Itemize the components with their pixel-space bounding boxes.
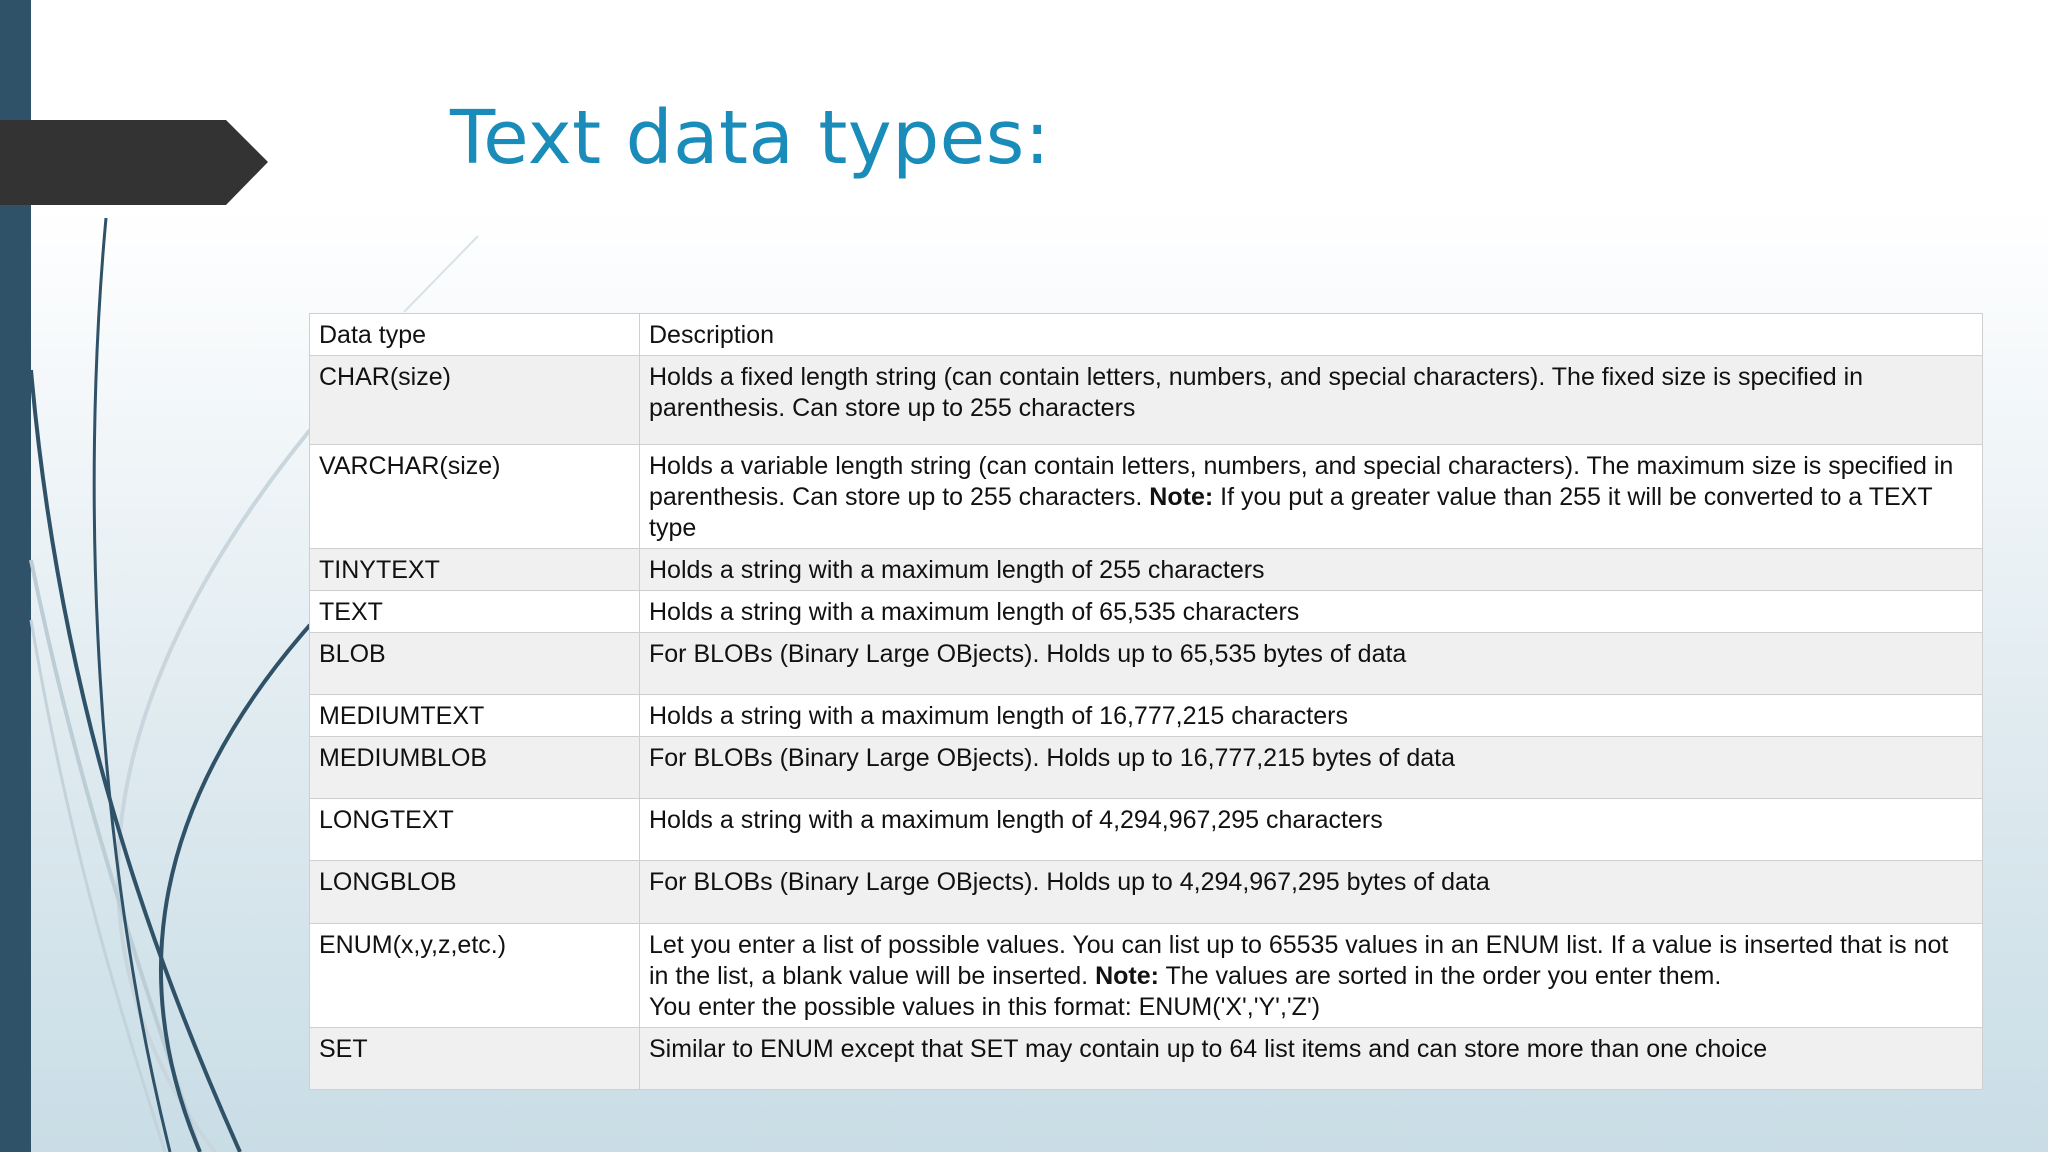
cell-type: MEDIUMTEXT [310, 695, 640, 737]
cell-type: VARCHAR(size) [310, 445, 640, 549]
slide-title: Text data types: [450, 95, 1051, 181]
cell-type: SET [310, 1028, 640, 1090]
table-row [310, 695, 1983, 737]
decor-curve-light-1 [118, 430, 310, 1152]
cell-description: Similar to ENUM except that SET may contain up to 64 list items and can store more than one choice [640, 1028, 1983, 1090]
description-text: If you put a greater value than 255 it will be converted to a TEXT type [649, 483, 1933, 542]
table-row [310, 737, 1983, 799]
table-row [310, 799, 1983, 861]
cell-description: Holds a string with a maximum length of 65,535 characters [640, 591, 1983, 633]
cell-description: Holds a string with a maximum length of 4,294,967,295 characters [640, 799, 1983, 861]
cell-type: MEDIUMBLOB [310, 737, 640, 799]
cell-description: Holds a fixed length string (can contain letters, numbers, and special characters). The fixed size is specified in parenthesis. Can store up to 255 characters [640, 356, 1983, 445]
decor-curve-light-3 [31, 620, 165, 1152]
cell-type: ENUM(x,y,z,etc.) [310, 924, 640, 1028]
table-row [310, 591, 1983, 633]
table-row [310, 445, 1983, 549]
cell-description: For BLOBs (Binary Large OBjects). Holds up to 4,294,967,295 bytes of data [640, 861, 1983, 924]
decor-curve-dark-1 [94, 218, 170, 1152]
cell-description [640, 445, 1983, 549]
cell-type: TINYTEXT [310, 549, 640, 591]
data-types-table [309, 313, 1983, 1090]
cell-type: TEXT [310, 591, 640, 633]
header-description: Description [640, 314, 1983, 356]
decor-curve-dark-3 [161, 625, 310, 1152]
cell-type: LONGTEXT [310, 799, 640, 861]
table-row [310, 1028, 1983, 1090]
table-row [310, 549, 1983, 591]
cell-description: Holds a string with a maximum length of 255 characters [640, 549, 1983, 591]
description-text: You enter the possible values in this format: ENUM('X','Y','Z') [649, 993, 1321, 1021]
table-row [310, 924, 1983, 1028]
decor-curve-light-2 [31, 560, 200, 1152]
table-header-row [310, 314, 1983, 356]
description-text: The values are sorted in the order you enter them. [1165, 962, 1722, 990]
header-data-type: Data type [310, 314, 640, 356]
table-row [310, 356, 1983, 445]
decor-line-faint [404, 236, 478, 312]
cell-type: BLOB [310, 633, 640, 695]
note-label: Note: [1149, 483, 1214, 511]
description-text: Let you enter a list of possible values. You can list up to 65535 values in an ENUM list. If a value is inserted that is not in the list, a blank value will be inserted. [649, 931, 1949, 990]
cell-type: LONGBLOB [310, 861, 640, 924]
description-text: Holds a variable length string (can contain letters, numbers, and special characters). The maximum size is specified in parenthesis. Can store up to 255 characters. [649, 452, 1954, 511]
note-label: Note: [1095, 962, 1159, 990]
table-row [310, 633, 1983, 695]
cell-description: Holds a string with a maximum length of 16,777,215 characters [640, 695, 1983, 737]
left-accent-bar [0, 0, 31, 1152]
cell-description: For BLOBs (Binary Large OBjects). Holds up to 65,535 bytes of data [640, 633, 1983, 695]
cell-type: CHAR(size) [310, 356, 640, 445]
table-row [310, 861, 1983, 924]
title-arrow-tab [0, 120, 268, 205]
data-types-table-container [309, 313, 1982, 1090]
cell-description: For BLOBs (Binary Large OBjects). Holds up to 16,777,215 bytes of data [640, 737, 1983, 799]
cell-description [640, 924, 1983, 1028]
decor-curve-dark-2 [31, 370, 240, 1152]
